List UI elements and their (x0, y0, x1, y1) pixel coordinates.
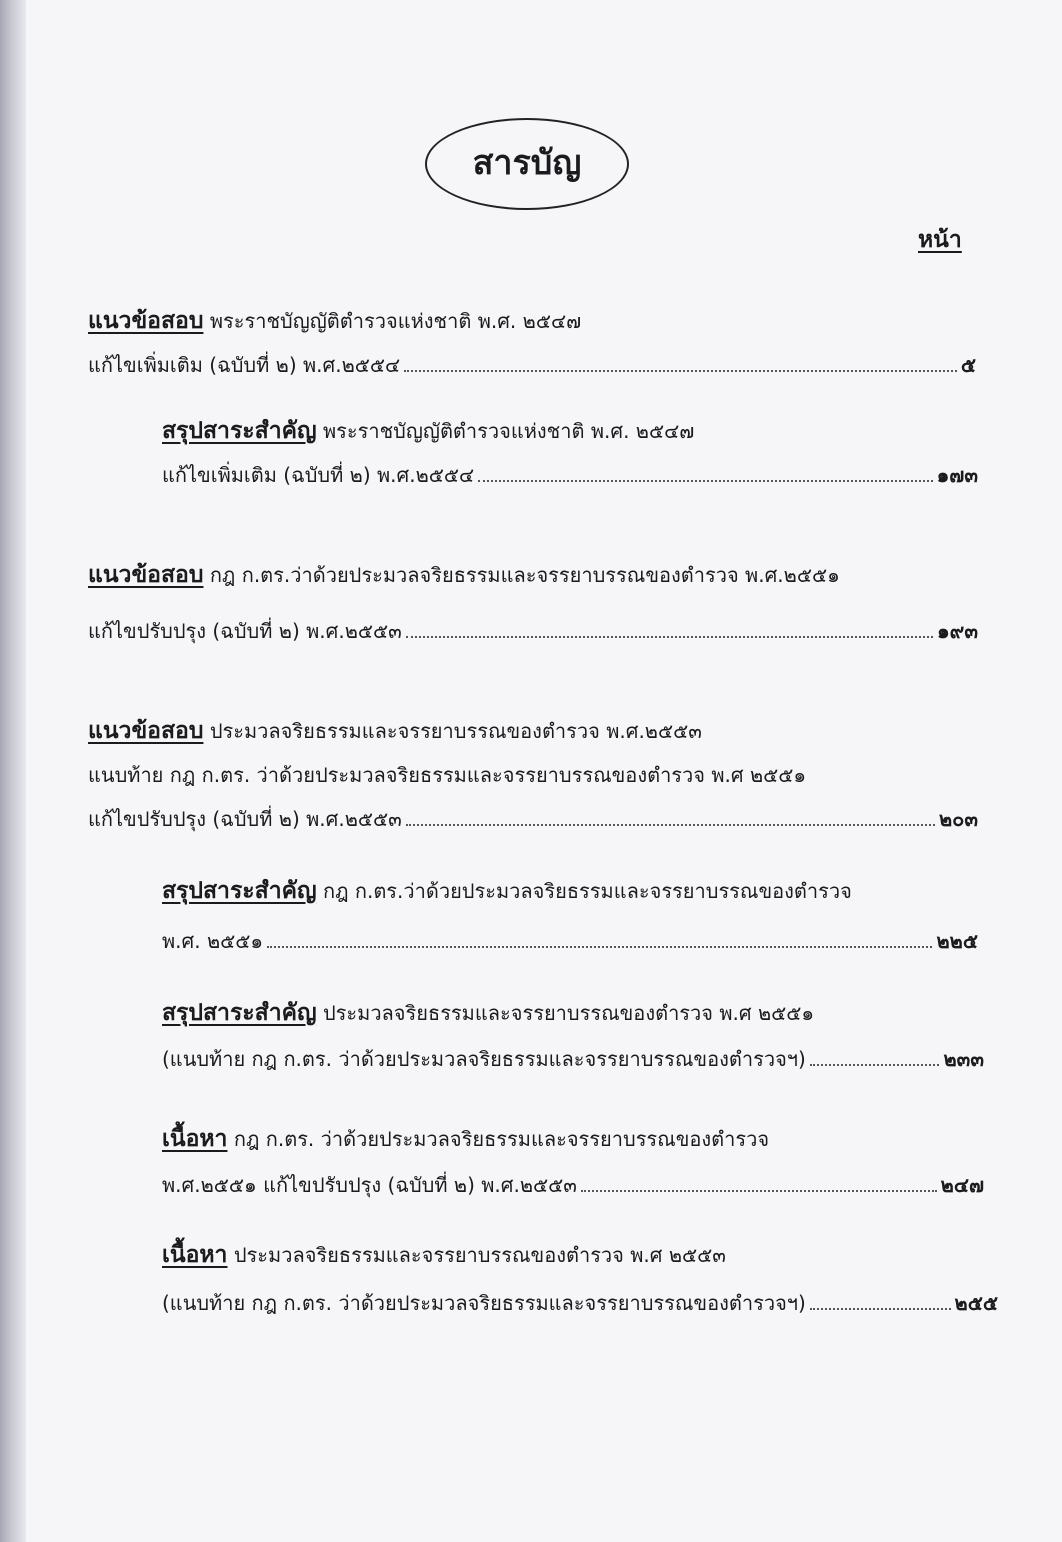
dot-leader (406, 635, 933, 638)
entry-continuation: พ.ศ. ๒๕๕๑ (162, 929, 264, 953)
toc-entry-row (88, 618, 978, 644)
toc-entry-heading (162, 878, 852, 904)
page-number: ๒๔๗ (940, 1173, 984, 1197)
page-number: ๒๓๓ (943, 1047, 984, 1071)
entry-keyword: แนวข้อสอบ (88, 562, 204, 588)
toc-entry-heading (88, 562, 840, 588)
entry-title: ประมวลจริยธรรมและจรรยาบรรณของตำรวจ พ.ศ.๒๕๕๓ (209, 719, 702, 743)
toc-entry-heading (162, 418, 694, 444)
toc-entry-row (162, 462, 978, 488)
title-oval (425, 118, 629, 210)
entry-continuation: แก้ไขเพิ่มเติม (ฉบับที่ ๒) พ.ศ.๒๕๕๔ (162, 463, 475, 487)
page-number: ๑๙๓ (936, 619, 978, 643)
toc-entry-row (162, 1172, 984, 1198)
toc-entry-row (162, 928, 978, 954)
book-spine-shadow (0, 0, 26, 1542)
toc-entry-heading (88, 718, 702, 744)
toc-entry-row (162, 1046, 984, 1072)
entry-keyword: สรุปสาระสำคัญ (162, 1000, 317, 1026)
entry-title: พระราชบัญญัติตำรวจแห่งชาติ พ.ศ. ๒๕๔๗ (322, 419, 695, 443)
entry-title: พระราชบัญญัติตำรวจแห่งชาติ พ.ศ. ๒๕๔๗ (209, 309, 582, 333)
dot-leader (478, 479, 932, 482)
toc-entry-row (162, 1290, 998, 1316)
toc-entry-row (88, 352, 976, 378)
entry-keyword: แนวข้อสอบ (88, 718, 204, 744)
toc-entry-heading (88, 308, 581, 334)
entry-continuation: (แนบท้าย กฎ ก.ตร. ว่าด้วยประมวลจริยธรรมและจรรยาบรรณของตำรวจฯ) (162, 1047, 806, 1071)
entry-title: กฎ ก.ตร.ว่าด้วยประมวลจริยธรรมและจรรยาบรรณของตำรวจ (322, 879, 852, 903)
entry-keyword: เนื้อหา (162, 1242, 228, 1268)
toc-entry-row (88, 806, 978, 832)
dot-leader (581, 1189, 937, 1192)
entry-continuation: แก้ไขปรับปรุง (ฉบับที่ ๒) พ.ศ.๒๕๕๓ (88, 619, 402, 643)
entry-keyword: เนื้อหา (162, 1126, 228, 1152)
entry-continuation: แก้ไขเพิ่มเติม (ฉบับที่ ๒) พ.ศ.๒๕๕๔ (88, 353, 401, 377)
entry-title: ประมวลจริยธรรมและจรรยาบรรณของตำรวจ พ.ศ ๒๕๕๑ (322, 1001, 815, 1025)
toc-entry-heading (162, 1000, 814, 1026)
entry-continuation: พ.ศ.๒๕๕๑ แก้ไขปรับปรุง (ฉบับที่ ๒) พ.ศ.๒๕๕๓ (162, 1173, 577, 1197)
entry-title: กฎ ก.ตร.ว่าด้วยประมวลจริยธรรมและจรรยาบรรณของตำรวจ พ.ศ.๒๕๕๑ (209, 563, 840, 587)
page-number: ๒๕๕ (954, 1291, 998, 1315)
entry-title: กฎ ก.ตร. ว่าด้วยประมวลจริยธรรมและจรรยาบรรณของตำรวจ (233, 1127, 770, 1151)
page-number: ๒๒๕ (936, 929, 978, 953)
dot-leader (810, 1063, 940, 1066)
entry-keyword: สรุปสาระสำคัญ (162, 418, 317, 444)
page-number: ๕ (960, 353, 976, 377)
toc-entry-middle-line: แนบท้าย กฎ ก.ตร. ว่าด้วยประมวลจริยธรรมและจรรยาบรรณของตำรวจ พ.ศ ๒๕๕๑ (88, 763, 807, 787)
toc-entry-heading (162, 1126, 769, 1152)
dot-leader (404, 369, 957, 372)
page-number: ๒๐๓ (938, 807, 978, 831)
dot-leader (406, 823, 935, 826)
page-number: ๑๗๓ (936, 463, 978, 487)
entry-keyword: แนวข้อสอบ (88, 308, 204, 334)
page-column-label: หน้า (918, 227, 962, 253)
entry-title: ประมวลจริยธรรมและจรรยาบรรณของตำรวจ พ.ศ ๒๕๕๓ (233, 1243, 726, 1267)
entry-keyword: สรุปสาระสำคัญ (162, 878, 317, 904)
toc-entry-heading (162, 1242, 726, 1268)
page-title: สารบัญ (472, 143, 582, 183)
dot-leader (267, 945, 932, 948)
dot-leader (810, 1307, 951, 1310)
entry-continuation: (แนบท้าย กฎ ก.ตร. ว่าด้วยประมวลจริยธรรมและจรรยาบรรณของตำรวจฯ) (162, 1291, 806, 1315)
entry-continuation: แก้ไขปรับปรุง (ฉบับที่ ๒) พ.ศ.๒๕๕๓ (88, 807, 402, 831)
